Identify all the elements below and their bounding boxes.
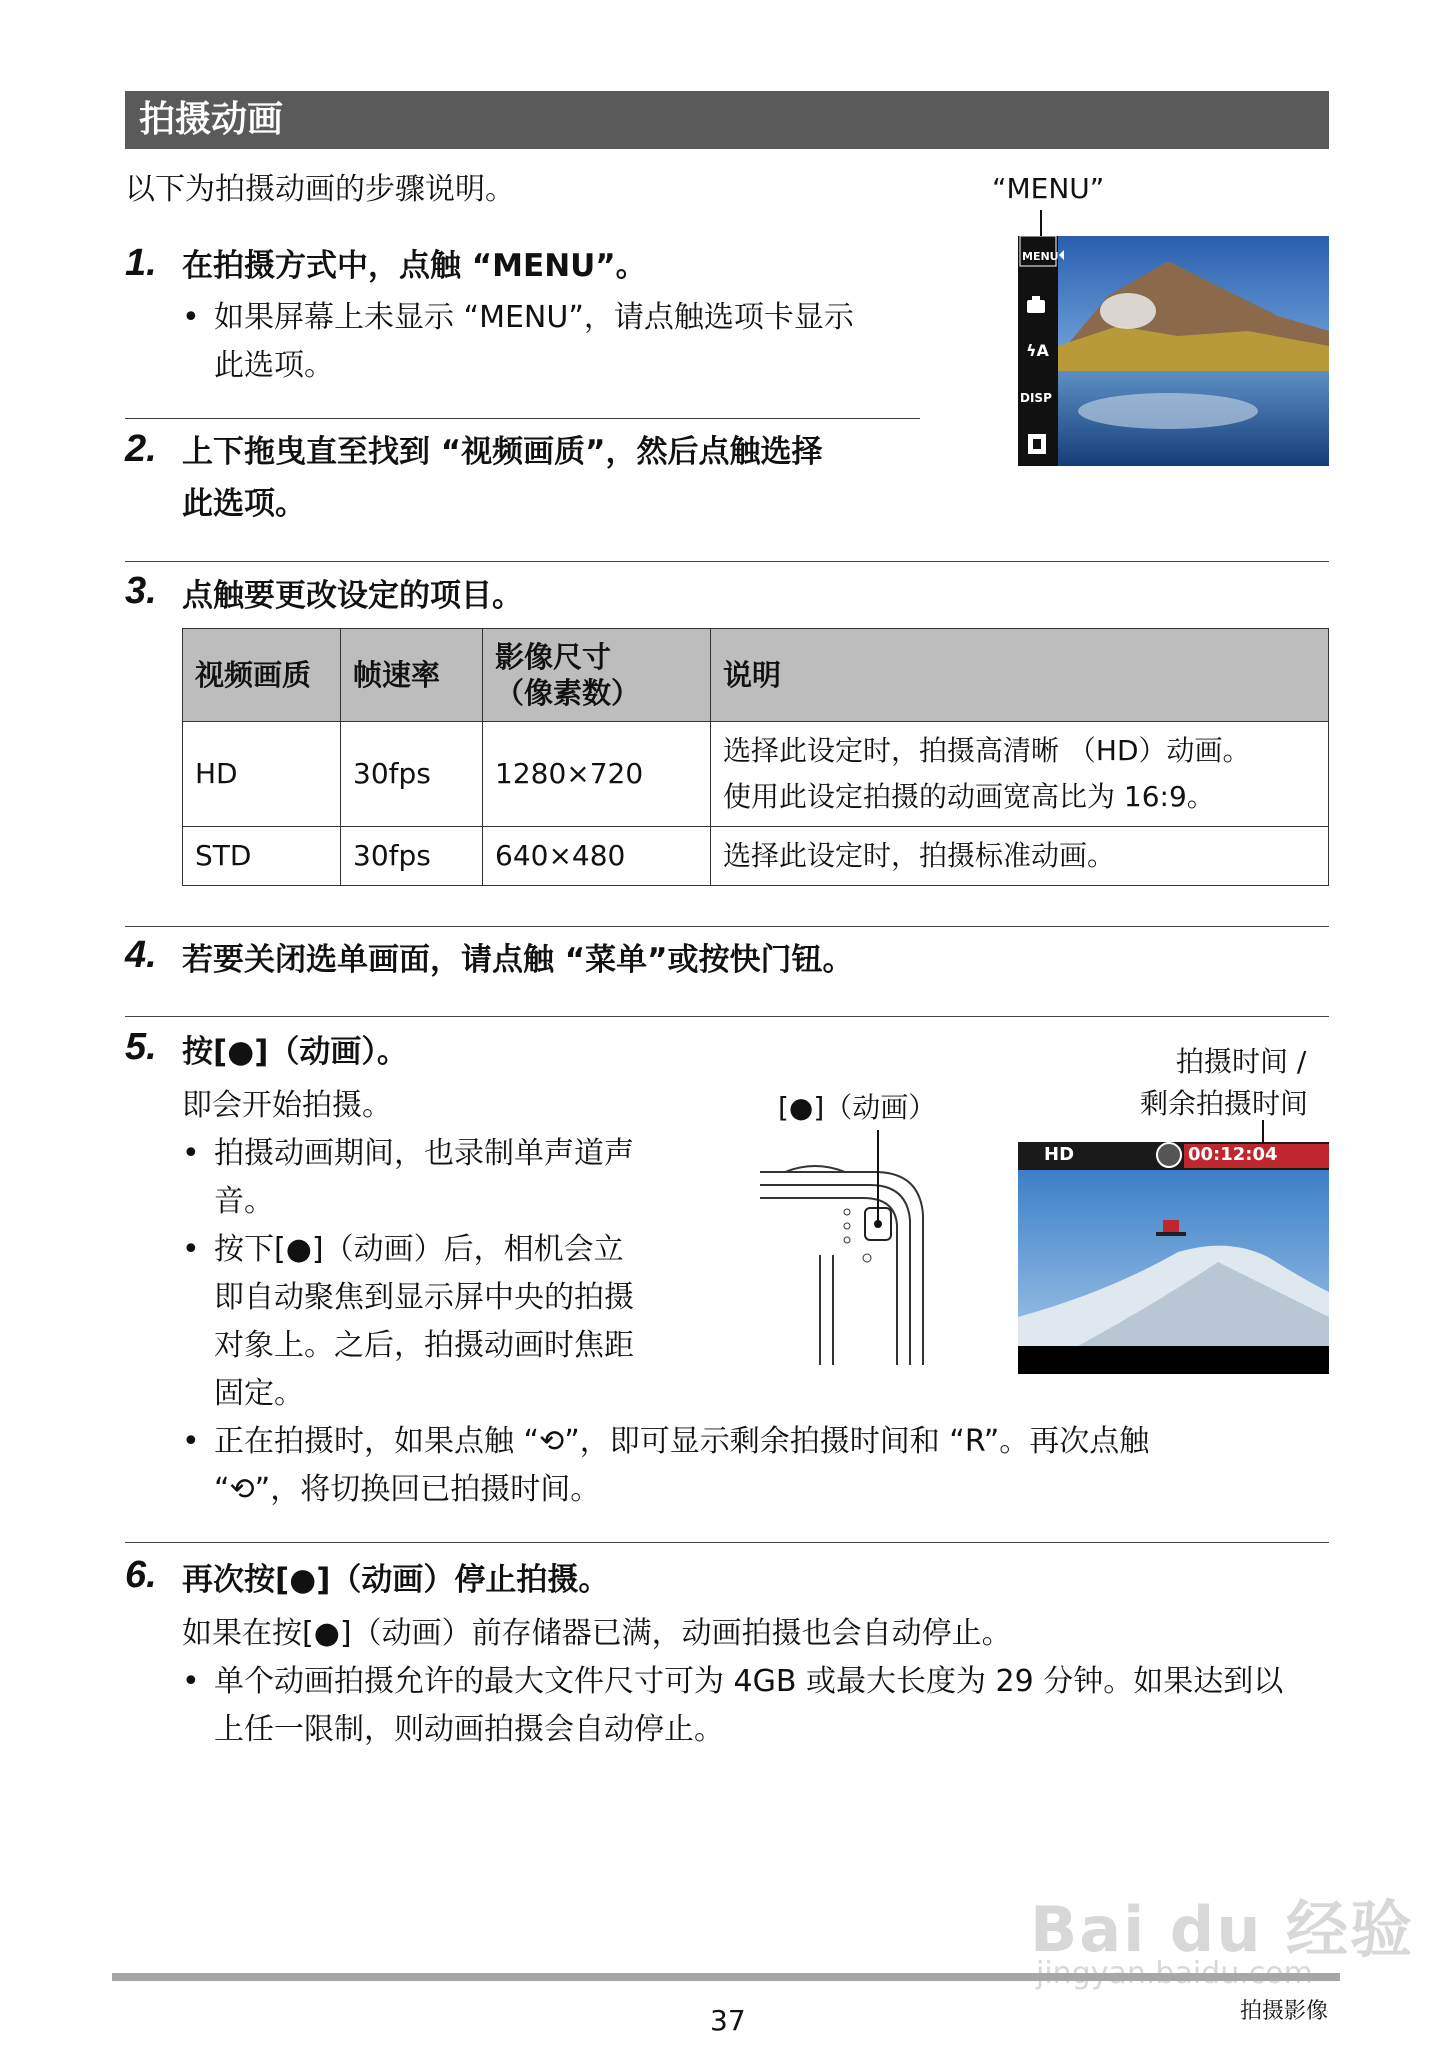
step-1-number: 1. [125, 242, 157, 284]
table-cell [711, 722, 1329, 827]
disp-label: DISP [1020, 391, 1052, 405]
bullet-line: 此选项。 [214, 348, 334, 383]
step-6-title: 再次按[●]（动画）停止拍摄。 [182, 1562, 610, 1598]
divider [125, 926, 1329, 927]
table-cell: 选择此设定时，拍摄标准动画。 [711, 827, 1329, 886]
bullet-line: 正在拍摄时，如果点触 “⟲”，即可显示剩余拍摄时间和 “R”。再次点触 [214, 1424, 1150, 1459]
snowboard-photo [1018, 1142, 1329, 1374]
page-number: 37 [710, 2004, 746, 2037]
flash-icon: ϟA [1026, 341, 1049, 360]
header-frame-rate: 帧速率 [341, 629, 483, 722]
table-cell: STD [183, 827, 341, 886]
step-3-number: 3. [125, 570, 157, 612]
menu-tab-label: MENU [1022, 250, 1059, 263]
footer-section-label: 拍摄影像 [1240, 1999, 1329, 2024]
quality-indicator: HD [1044, 1144, 1075, 1165]
table-cell: 30fps [341, 827, 483, 886]
step-3-title: 点触要更改设定的项目。 [182, 578, 523, 614]
divider [125, 1542, 1329, 1543]
step-5-title: 按[●]（动画）。 [182, 1034, 408, 1070]
bullet-line: 单个动画拍摄允许的最大文件尺寸可为 4GB 或最大长度为 29 分钟。如果达到以 [214, 1664, 1284, 1699]
movie-button-label: [●]（动画） [778, 1091, 937, 1124]
camera-body-illustration [755, 1130, 955, 1370]
step-6-text: 如果在按[●]（动画）前存储器已满，动画拍摄也会自动停止。 [182, 1616, 1012, 1651]
step-2-title-line1: 上下拖曳直至找到 “视频画质”，然后点触选择 [182, 434, 823, 470]
intro-text: 以下为拍摄动画的步骤说明。 [125, 172, 515, 207]
table-row [183, 827, 1329, 886]
watermark-brand: Bai du 经验 [1030, 1893, 1415, 1966]
table-cell: 1280×720 [483, 722, 711, 827]
step-5-bullet-3: • 正在拍摄时，如果点触 “⟲”，即可显示剩余拍摄时间和 “R”。再次点触 “⟲”，将切换回已拍摄时间。 [182, 1418, 1322, 1518]
camera-icon [1027, 300, 1045, 313]
divider [125, 561, 1329, 562]
recording-time: 00:12:04 [1188, 1144, 1278, 1165]
landscape-photo [1018, 236, 1329, 466]
table-cell-text: 选择此设定时，拍摄高清晰 （HD）动画。 使用此设定拍摄的动画宽高比为 16:9。 [723, 734, 1251, 813]
step-5-number: 5. [125, 1026, 157, 1068]
header-description: 说明 [711, 629, 1329, 722]
time-toggle-icon[interactable] [1156, 1142, 1182, 1168]
divider [125, 1016, 1329, 1017]
step-5-bullet-2: • 按下[●]（动画）后，相机会立 即自动聚焦到显示屏中央的拍摄 对象上。之后，拍摄动画时焦距 固定。 [182, 1226, 702, 1426]
camera-menu-screen [1018, 236, 1329, 466]
step-1-bullet: • 如果屏幕上未显示 “MENU”，请点触选项卡显示 此选项。 [182, 294, 942, 394]
table-header-row [183, 629, 1329, 722]
step-6-number: 6. [125, 1554, 157, 1596]
table-cell: 640×480 [483, 827, 711, 886]
step-5-text: 即会开始拍摄。 [182, 1088, 392, 1123]
bullet-line: 音。 [214, 1184, 274, 1219]
bullet-line: 对象上。之后，拍摄动画时焦距 [214, 1328, 634, 1363]
header-image-size [483, 629, 711, 722]
step-1-title: 在拍摄方式中，点触 “MENU”。 [182, 248, 647, 284]
step-2-number: 2. [125, 428, 157, 470]
footer-bar [112, 1973, 1340, 1981]
section-title: 拍摄动画 [125, 91, 1329, 149]
bullet-line: 如果屏幕上未显示 “MENU”，请点触选项卡显示 [214, 300, 854, 335]
bullet-line: 拍摄动画期间，也录制单声道声 [214, 1136, 634, 1171]
bullet-line: 固定。 [214, 1376, 304, 1411]
elapsed-time-label: 拍摄时间 / [1176, 1045, 1307, 1078]
bullet-line: 即自动聚焦到显示屏中央的拍摄 [214, 1280, 634, 1315]
step-6-bullet: • 单个动画拍摄允许的最大文件尺寸可为 4GB 或最大长度为 29 分钟。如果达到以 上任一限制，则动画拍摄会自动停止。 [182, 1658, 1332, 1758]
bullet-line: 按下[●]（动画）后，相机会立 [214, 1232, 624, 1267]
remaining-time-label: 剩余拍摄时间 [1140, 1087, 1309, 1120]
table-cell: 30fps [341, 722, 483, 827]
header-image-size-text: 影像尺寸 （像素数） [495, 640, 641, 710]
bullet-line: “⟲”，将切换回已拍摄时间。 [214, 1472, 601, 1507]
bullet-line: 上任一限制，则动画拍摄会自动停止。 [214, 1712, 724, 1747]
step-4-number: 4. [125, 934, 157, 976]
step-2-title-line2: 此选项。 [182, 486, 306, 522]
video-quality-table [182, 628, 1329, 886]
step-4-title: 若要关闭选单画面，请点触 “菜单”或按快门钮。 [182, 942, 854, 978]
divider [125, 418, 920, 419]
table-row [183, 722, 1329, 827]
recording-screen [1018, 1142, 1329, 1374]
menu-callout-label: “MENU” [992, 172, 1105, 205]
step-5-bullet-1: • 拍摄动画期间，也录制单声道声 音。 [182, 1130, 702, 1230]
header-quality: 视频画质 [183, 629, 341, 722]
table-cell: HD [183, 722, 341, 827]
